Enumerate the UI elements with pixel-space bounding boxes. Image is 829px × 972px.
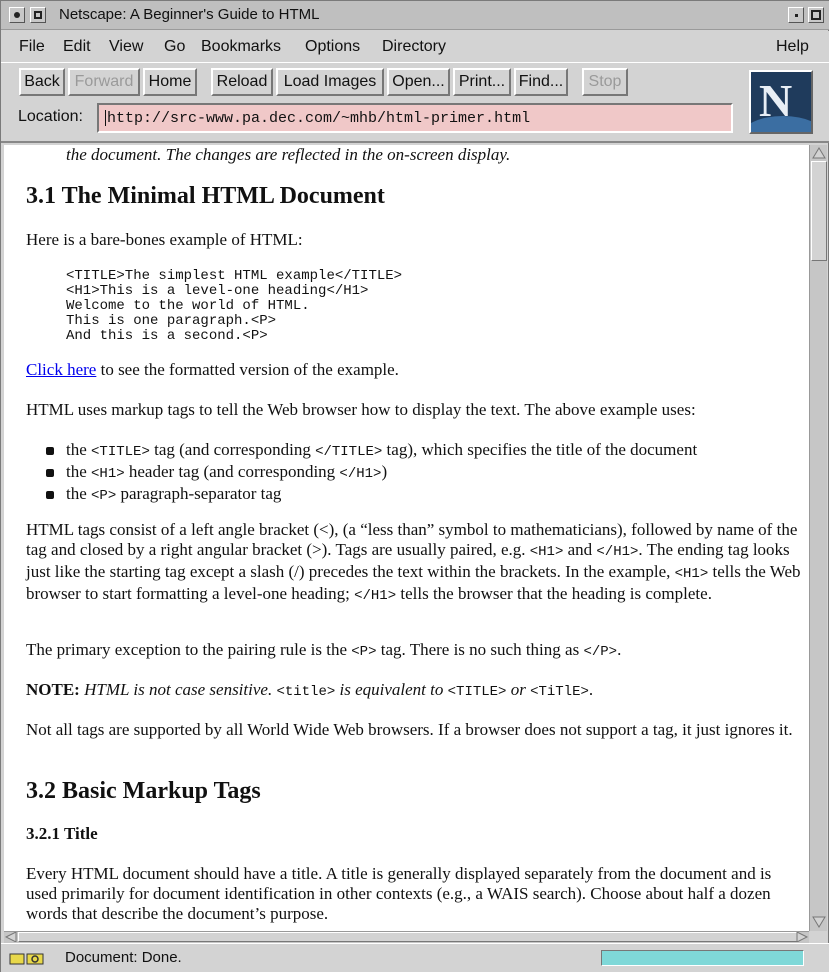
bullet-text: the	[66, 484, 92, 503]
bullet-icon	[46, 447, 54, 455]
reload-button[interactable]: Reload	[211, 68, 273, 96]
note-text: or	[506, 680, 531, 699]
vertical-scrollbar[interactable]	[809, 145, 827, 931]
note-text: .	[588, 680, 594, 699]
toolbar	[1, 63, 829, 143]
text-caret	[105, 110, 106, 126]
inline-code: </H1>	[354, 588, 397, 604]
paragraph-text: . The ending tag looks just like the starting tag except a slash (/) precedes the text within the brackets. In the example,	[26, 540, 790, 581]
continued-text: the document. The changes are reflected in the on-screen display.	[66, 145, 511, 164]
paragraph-text: .	[617, 640, 622, 659]
status-bar	[1, 943, 829, 972]
paragraph-text: The primary exception to the pairing rule is the	[26, 640, 352, 659]
bullet-text: )	[381, 462, 388, 481]
inline-code: <P>	[351, 644, 377, 660]
location-label: Location:	[18, 108, 83, 125]
maximize-icon[interactable]	[808, 7, 824, 23]
open-button[interactable]: Open...	[387, 68, 450, 96]
document-view[interactable]	[4, 145, 809, 931]
heading-3-2-1: 3.2.1 Title	[26, 824, 98, 843]
window-title: Netscape: A Beginner's Guide to HTML	[59, 6, 320, 23]
back-button[interactable]: Back	[19, 68, 65, 96]
iconify-icon[interactable]	[30, 7, 46, 23]
window-menu-icon[interactable]	[9, 7, 25, 23]
title-bar	[1, 1, 829, 30]
code-example: <TITLE>The simplest HTML example</TITLE> <H1>This is a level-one heading</H1> Welcome to the world of HTML. This is one paragraph.<P> And this is a second.<P>	[66, 268, 403, 344]
heading-3-2: 3.2 Basic Markup Tags	[26, 778, 261, 804]
intro-paragraph: Here is a bare-bones example of HTML:	[26, 230, 303, 249]
security-key-icon[interactable]	[9, 952, 45, 966]
menu-view[interactable]: View	[109, 38, 144, 55]
bullet-icon	[46, 491, 54, 499]
note-paragraph	[26, 680, 801, 702]
bullet-icon	[46, 469, 54, 477]
bullet-text: the	[66, 440, 92, 459]
markup-paragraph: HTML uses markup tags to tell the Web browser how to display the text. The above example uses:	[26, 400, 696, 419]
menu-file[interactable]: File	[19, 38, 45, 55]
home-button[interactable]: Home	[143, 68, 197, 96]
list-item	[26, 484, 801, 506]
load-images-button[interactable]: Load Images	[276, 68, 384, 96]
menu-help[interactable]: Help	[776, 38, 809, 55]
bullet-code: <P>	[91, 488, 117, 504]
scroll-down-icon[interactable]	[812, 915, 826, 929]
inline-code: <H1>	[529, 544, 564, 560]
click-here-link[interactable]: Click here	[26, 360, 97, 379]
bullet-code: </H1>	[339, 466, 382, 482]
iconify-glyph	[34, 11, 42, 19]
maximize-glyph	[811, 10, 821, 20]
bullet-code: <TITLE>	[91, 444, 150, 460]
inline-code: <H1>	[674, 566, 709, 582]
logo-letter: N	[759, 75, 793, 126]
bullet-text: tag), which specifies the title of the document	[382, 440, 698, 459]
minimize-icon[interactable]	[788, 7, 804, 23]
status-text: Document: Done.	[65, 949, 182, 966]
click-here-rest: to see the formatted version of the example.	[96, 360, 399, 379]
bullet-code: </TITLE>	[315, 444, 383, 460]
support-paragraph: Not all tags are supported by all World Wide Web browsers. If a browser does not support a tag, it just ignores it.	[26, 720, 793, 739]
list-item	[26, 440, 801, 462]
paragraph-text: tells the Web browser to start formatting a level-one heading;	[26, 562, 801, 603]
paragraph-text: and	[563, 540, 597, 559]
menu-go[interactable]: Go	[164, 38, 186, 55]
list-item	[26, 462, 801, 484]
horizontal-scroll-thumb[interactable]	[18, 932, 798, 942]
exception-paragraph	[26, 640, 801, 662]
heading-3-1: 3.1 The Minimal HTML Document	[26, 183, 385, 209]
vertical-scroll-thumb[interactable]	[811, 161, 827, 261]
menu-directory[interactable]: Directory	[382, 38, 447, 55]
inline-code: <title>	[276, 684, 336, 700]
inline-code: </H1>	[596, 544, 639, 560]
bullet-text: header tag (and corresponding	[124, 462, 340, 481]
paragraph-text: tag. There is no such thing as	[376, 640, 584, 659]
inline-code: <TiTlE>	[530, 684, 589, 700]
scroll-left-icon[interactable]	[5, 932, 17, 942]
tag-list	[26, 440, 801, 506]
progress-fill	[602, 951, 803, 965]
menu-edit[interactable]: Edit	[63, 38, 91, 55]
paragraph-text: HTML tags consist of a left angle bracket (<), (a “less than” symbol to mathematicians), followed by name of the tag and closed by a right angular bracket (>). Tags are usually paired, e.g.	[26, 520, 798, 559]
scroll-up-icon[interactable]	[812, 146, 826, 160]
bullet-text: tag (and corresponding	[149, 440, 316, 459]
note-label: NOTE:	[26, 680, 80, 699]
bullet-text: paragraph-separator tag	[116, 484, 282, 503]
scroll-right-icon[interactable]	[796, 932, 808, 942]
menu-bar	[1, 31, 829, 63]
inline-code: </P>	[583, 644, 618, 660]
progress-bar	[601, 950, 804, 966]
location-field[interactable]	[97, 103, 733, 133]
title-paragraph: Every HTML document should have a title. A title is generally displayed separately from the document and is used primarily for document identification in other contexts (e.g., a WAIS search). Choose about half a dozen words that describe the document’s purpose.	[26, 864, 772, 923]
note-text: HTML is not case sensitive.	[79, 680, 277, 699]
menu-bookmarks[interactable]: Bookmarks	[201, 38, 282, 55]
inline-code: <TITLE>	[447, 684, 507, 700]
note-text: is equivalent to	[335, 680, 448, 699]
netscape-logo-icon[interactable]	[749, 70, 813, 134]
print-button[interactable]: Print...	[453, 68, 511, 96]
find-button[interactable]: Find...	[514, 68, 568, 96]
minimize-glyph	[795, 14, 798, 17]
stop-button[interactable]: Stop	[582, 68, 628, 96]
forward-button[interactable]: Forward	[68, 68, 140, 96]
location-url: http://src-www.pa.dec.com/~mhb/html-primer.html	[107, 110, 531, 127]
bullet-code: <H1>	[91, 466, 125, 482]
bullet-text: the	[66, 462, 92, 481]
click-here-paragraph	[26, 360, 399, 380]
menu-options[interactable]: Options	[305, 38, 361, 55]
paragraph-text: tells the browser that the heading is complete.	[396, 584, 712, 603]
tags-paragraph	[26, 520, 801, 606]
horizontal-scrollbar[interactable]	[4, 931, 809, 943]
window-menu-glyph	[14, 12, 20, 18]
